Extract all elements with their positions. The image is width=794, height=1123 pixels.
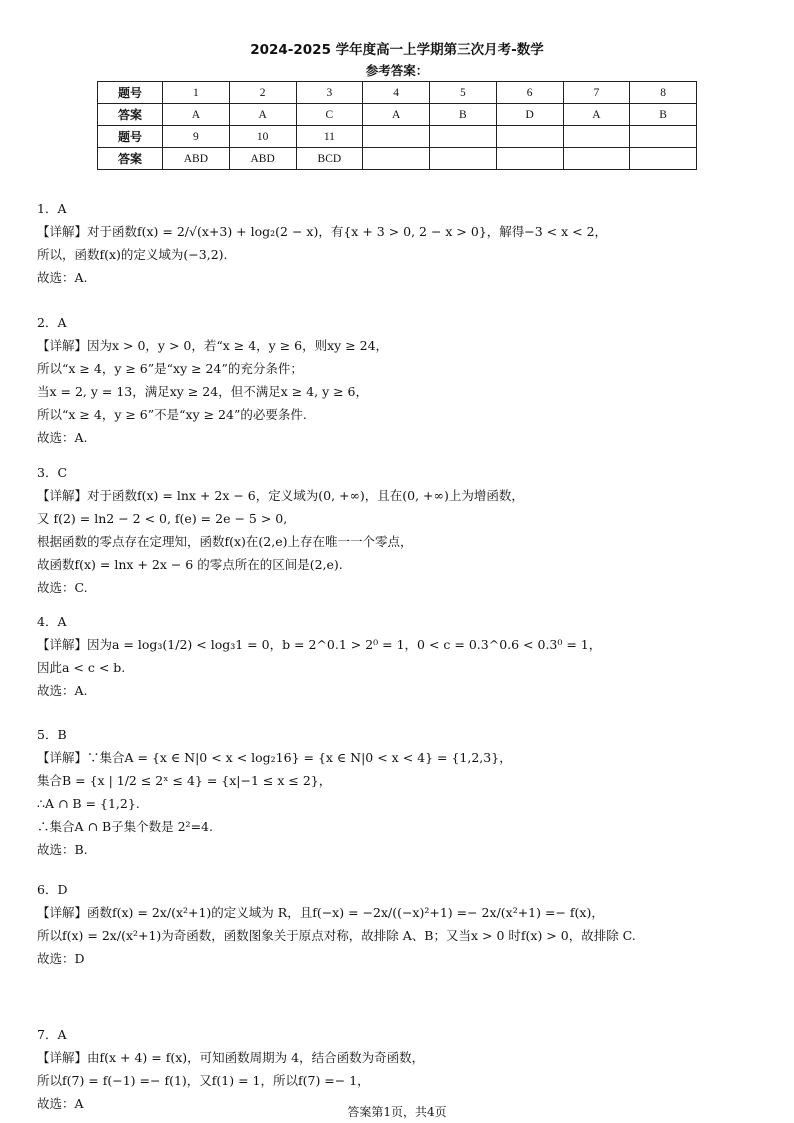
answer-table-cell bbox=[363, 126, 430, 148]
answer-table-cell bbox=[430, 126, 497, 148]
answer-table-cell bbox=[363, 148, 430, 170]
solution-line: 又 f(2) = ln2 − 2 < 0, f(e) = 2e − 5 > 0, bbox=[37, 511, 288, 526]
answer-table-cell: B bbox=[430, 104, 497, 126]
solution-line: 【详解】∵集合A = {x ∈ N|0 < x < log₂16} = {x ∈ N|0 < x < 4} = {1,2,3}， bbox=[37, 750, 512, 765]
solution-line: 集合B = {x | 1/2 ≤ 2ˣ ≤ 4} = {x|−1 ≤ x ≤ 2}， bbox=[37, 773, 332, 788]
answer-table-cell: A bbox=[163, 104, 230, 126]
solution-line: 故选：A. bbox=[37, 683, 88, 698]
solution-line: 因此a < c < b. bbox=[37, 660, 126, 675]
answer-table-cell: 3 bbox=[296, 82, 363, 104]
solution-block bbox=[37, 311, 767, 449]
answer-table-cell: A bbox=[563, 104, 630, 126]
solution-line: 所以，函数f(x)的定义域为(−3,2). bbox=[37, 247, 228, 262]
solution-block bbox=[37, 1023, 767, 1115]
solution-line: 故选：A. bbox=[37, 430, 88, 445]
solution-line: 【详解】对于函数f(x) = 2/√(x+3) + log₂(2 − x)，有{x + 3 > 0, 2 − x > 0}，解得−3 < x < 2， bbox=[37, 224, 608, 239]
answer-table-cell bbox=[496, 126, 563, 148]
answer-table-cell: BCD bbox=[296, 148, 363, 170]
answer-table-row bbox=[98, 148, 697, 170]
solution-block bbox=[37, 878, 767, 970]
solution-number: 7．A bbox=[37, 1027, 67, 1042]
answer-table-cell bbox=[630, 148, 697, 170]
answer-table-cell: A bbox=[229, 104, 296, 126]
solution-line: 所以“x ≥ 4，y ≥ 6”不是“xy ≥ 24”的必要条件. bbox=[37, 407, 307, 422]
solution-line: 故选：D bbox=[37, 951, 85, 966]
solution-line: ∴A ∩ B = {1,2}. bbox=[37, 796, 140, 811]
answer-table-cell: ABD bbox=[229, 148, 296, 170]
solution-line: 【详解】对于函数f(x) = lnx + 2x − 6，定义域为(0, +∞)，且在(0, +∞)上为增函数， bbox=[37, 488, 524, 503]
answer-table-cell: 8 bbox=[630, 82, 697, 104]
solution-line: 【详解】由f(x + 4) = f(x)，可知函数周期为 4，结合函数为奇函数， bbox=[37, 1050, 425, 1065]
answer-table-header-cell: 题号 bbox=[98, 126, 163, 148]
answer-table-cell: B bbox=[630, 104, 697, 126]
answer-table-row bbox=[98, 104, 697, 126]
answer-table-cell: 7 bbox=[563, 82, 630, 104]
solution-number: 6．D bbox=[37, 882, 68, 897]
answer-table-cell: 10 bbox=[229, 126, 296, 148]
answer-table-cell: 4 bbox=[363, 82, 430, 104]
solution-number: 4．A bbox=[37, 614, 67, 629]
answer-table-cell: 6 bbox=[496, 82, 563, 104]
solution-line: 故函数f(x) = lnx + 2x − 6 的零点所在的区间是(2,e). bbox=[37, 557, 343, 572]
answer-table-row bbox=[98, 82, 697, 104]
solution-line: 所以“x ≥ 4，y ≥ 6”是“xy ≥ 24”的充分条件； bbox=[37, 361, 303, 376]
solution-block bbox=[37, 610, 767, 702]
solution-block bbox=[37, 461, 767, 599]
solution-number: 5．B bbox=[37, 727, 67, 742]
answer-table-cell bbox=[430, 148, 497, 170]
solution-number: 3．C bbox=[37, 465, 68, 480]
solution-line: 所以f(x) = 2x/(x²+1)为奇函数，函数图象关于原点对称，故排除 A、B；又当x > 0 时f(x) > 0，故排除 C. bbox=[37, 928, 636, 943]
solution-line: 【详解】因为a = log₃(1/2) < log₃1 = 0，b = 2^0.1 > 2⁰ = 1，0 < c = 0.3^0.6 < 0.3⁰ = 1， bbox=[37, 637, 602, 652]
solution-line: 故选：A. bbox=[37, 270, 88, 285]
page-title: 2024-2025 学年度高一上学期第三次月考-数学 bbox=[250, 42, 544, 58]
answer-table-cell: ABD bbox=[163, 148, 230, 170]
answer-key-heading: 参考答案： bbox=[365, 63, 429, 78]
solution-line: 所以f(7) = f(−1) =− f(1)，又f(1) = 1，所以f(7) =− 1， bbox=[37, 1073, 370, 1088]
solution-line: 根据函数的零点存在定理知，函数f(x)在(2,e)上存在唯一一个零点， bbox=[37, 534, 413, 549]
answer-table-cell: 1 bbox=[163, 82, 230, 104]
solution-block bbox=[37, 723, 767, 861]
answer-table-header-cell: 答案 bbox=[98, 104, 163, 126]
answer-table-cell: D bbox=[496, 104, 563, 126]
answer-table-cell: A bbox=[363, 104, 430, 126]
answer-table-row bbox=[98, 126, 697, 148]
answer-table-cell bbox=[563, 148, 630, 170]
answer-table-header-cell: 题号 bbox=[98, 82, 163, 104]
answer-table-cell: 5 bbox=[430, 82, 497, 104]
answer-table-cell: 2 bbox=[229, 82, 296, 104]
answer-table-cell: C bbox=[296, 104, 363, 126]
answer-table-cell bbox=[496, 148, 563, 170]
answer-table-cell bbox=[563, 126, 630, 148]
solution-number: 1．A bbox=[37, 201, 67, 216]
solution-line: 故选：C. bbox=[37, 580, 88, 595]
answer-table-cell: 9 bbox=[163, 126, 230, 148]
solution-number: 2．A bbox=[37, 315, 67, 330]
answer-table-cell bbox=[630, 126, 697, 148]
answer-table-cell: 11 bbox=[296, 126, 363, 148]
solution-line: 【详解】函数f(x) = 2x/(x²+1)的定义域为 R，且f(−x) = −2x/((−x)²+1) =− 2x/(x²+1) =− f(x)， bbox=[37, 905, 604, 920]
solution-line: 当x = 2, y = 13，满足xy ≥ 24，但不满足x ≥ 4, y ≥ 6， bbox=[37, 384, 369, 399]
solution-line: 故选：A bbox=[37, 1096, 84, 1111]
answer-table bbox=[97, 81, 697, 170]
solution-line: 【详解】因为x > 0，y > 0，若“x ≥ 4，y ≥ 6，则xy ≥ 24， bbox=[37, 338, 389, 353]
solution-line: 故选：B. bbox=[37, 842, 88, 857]
solution-block bbox=[37, 197, 767, 289]
solution-line: ∴集合A ∩ B子集个数是 2²=4. bbox=[37, 819, 213, 834]
page-footer: 答案第1页，共4页 bbox=[347, 1105, 447, 1119]
answer-table-header-cell: 答案 bbox=[98, 148, 163, 170]
